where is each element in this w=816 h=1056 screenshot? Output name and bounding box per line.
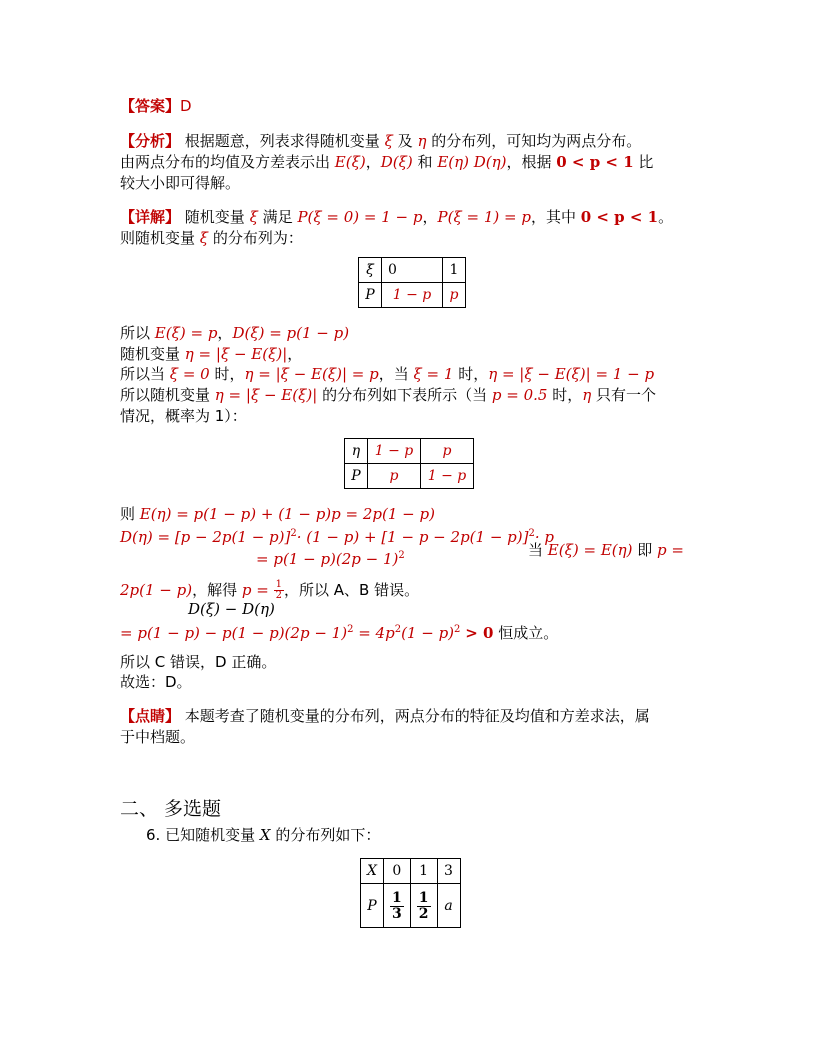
math-xi: ξ [199, 229, 209, 247]
table-cell: p [421, 439, 474, 464]
analysis-tag: 【分析】 [120, 132, 181, 150]
detail-line-10-text [528, 540, 684, 560]
answer-value: D [180, 97, 192, 115]
table-cell: 3 [437, 859, 460, 884]
detail-text: 满足 [262, 208, 293, 226]
fraction-num: 1 [275, 579, 283, 590]
math-sup: 2 [394, 624, 402, 635]
detail-line-7: 情况，概率为 1）： [120, 407, 247, 425]
math-p0: P(ξ = 0) = 1 − p [297, 208, 423, 226]
detail-line-2 [120, 228, 303, 248]
math-expr: D(η) = [p − 2p(1 − p)] [120, 528, 291, 546]
table-cell: ξ [359, 258, 382, 283]
math-expr: p = [657, 541, 684, 559]
comment-tag: 【点睛】 [120, 707, 181, 725]
table-cell: 0 [384, 859, 411, 884]
math-p1: P(ξ = 1) = p [437, 208, 531, 226]
detail-line-8 [120, 504, 435, 524]
analysis-text: ，根据 [506, 153, 552, 171]
analysis-text: 根据题意，列表求得随机变量 [184, 132, 380, 150]
detail-line-3: 所以 E(ξ) = p，D(ξ) = p(1 − p) [120, 324, 350, 342]
comment-line-1 [120, 706, 650, 726]
cell-value: 1 − p [392, 287, 432, 303]
comment-text: 本题考查了随机变量的分布列，两点分布的特征及均值和方差求法，属 [184, 707, 650, 725]
table-row [345, 464, 474, 489]
math-x: X [259, 826, 271, 844]
table-cell: P [359, 283, 382, 308]
detail-text: 。 [658, 208, 674, 226]
distribution-table-x [360, 858, 461, 928]
math-sup: 2 [528, 528, 535, 539]
fraction-num: 1 [392, 889, 402, 906]
analysis-text: 和 [417, 153, 433, 171]
math-expr: D(ξ) = p(1 − p) [232, 324, 350, 342]
table-cell: 1 [443, 258, 466, 283]
detail-text: 则 [120, 505, 136, 523]
table-cell: P [345, 464, 368, 489]
math-sup: 2 [398, 550, 405, 561]
analysis-text: 及 [397, 132, 413, 150]
detail-line-14: 所以 C 错误，D 正确。 [120, 653, 277, 671]
table-cell: p [368, 464, 421, 489]
math-sup: 2 [347, 624, 354, 635]
detail-text: 时， [458, 365, 489, 383]
analysis-text: 的分布列，可知均为两点分布。 [431, 132, 642, 150]
detail-text: ，其中 [530, 208, 576, 226]
fraction-half [274, 580, 284, 601]
fraction-num: 1 [418, 889, 429, 906]
table-row [359, 283, 466, 308]
detail-text: 即 [637, 541, 653, 559]
detail-line-10-eq [256, 546, 405, 569]
comment-line-2: 于中档题。 [120, 728, 196, 746]
detail-line-13 [120, 620, 558, 643]
detail-text: 时， [214, 365, 245, 383]
detail-line-15: 故选：D。 [120, 673, 192, 691]
answer-tag: 【答案】 [120, 97, 181, 115]
math-expr: (1 − p) [401, 624, 455, 642]
math-eeta: E(η) [437, 153, 469, 171]
math-cond: 0 < p < 1 [580, 208, 659, 226]
question-number: 6. [146, 826, 161, 844]
detail-text: 所以 [120, 324, 151, 342]
table-cell: η [345, 439, 368, 464]
math-expr: = 4p [358, 624, 395, 642]
math-expr: = p(1 − p) − p(1 − p)(2p − 1) [120, 624, 348, 642]
math-expr: E(ξ) = p [154, 324, 218, 342]
math-expr: · p [534, 528, 554, 546]
detail-text: ，解得 [192, 581, 238, 599]
detail-line-4 [120, 344, 302, 364]
math-exi: E(ξ) [334, 153, 366, 171]
detail-line-6 [120, 385, 656, 405]
section-title: 二、 多选题 [120, 798, 222, 820]
math-expr: η = |ξ − E(ξ)| = 1 − p [488, 365, 655, 383]
detail-text: 的分布列如下表所示（当 [322, 386, 488, 404]
table-cell: X [361, 859, 384, 884]
detail-text: ，当 [378, 365, 409, 383]
math-expr: 2p(1 − p) [120, 581, 193, 599]
math-expr: p = 0.5 [491, 386, 548, 404]
table-row [359, 258, 466, 283]
detail-text: 的分布列为： [212, 229, 303, 247]
math-expr: η = |ξ − E(ξ)| [184, 345, 288, 363]
math-expr: p = [241, 581, 269, 599]
distribution-table-eta [344, 438, 474, 489]
table-cell: p [443, 283, 466, 308]
fraction-one-half [417, 891, 431, 922]
math-expr: E(ξ) = E(η) [547, 541, 633, 559]
table-cell [384, 884, 411, 928]
table-row [345, 439, 474, 464]
question-6 [146, 825, 380, 845]
detail-text: 时， [552, 386, 583, 404]
detail-text: 只有一个 [596, 386, 657, 404]
math-sup: 2 [454, 624, 461, 635]
math-deta: D(η) [473, 153, 507, 171]
math-xi: ξ [384, 132, 393, 150]
detail-text: 所以随机变量 [120, 386, 211, 404]
math-eta: η [417, 132, 427, 150]
table-cell [410, 884, 437, 928]
detail-line-1: 【详解】 随机变量 ξ 满足 P(ξ = 0) = 1 − p，P(ξ = 1) = p，其中 0 < p < 1。 [120, 208, 674, 226]
detail-line-9 [120, 524, 554, 547]
math-expr: η = |ξ − E(ξ)| [214, 386, 318, 404]
math-expr: D(ξ) − D(η) [188, 600, 275, 618]
math-cond: 0 < p < 1 [556, 153, 634, 171]
detail-text: ，所以 A、B 错误。 [284, 581, 420, 599]
math-expr: η = |ξ − E(ξ)| = p [244, 365, 379, 383]
math-expr: ξ = 0 [169, 365, 210, 383]
fraction-den: 2 [418, 905, 429, 922]
math-expr: > 0 [465, 624, 494, 642]
math-expr: ξ = 1 [413, 365, 454, 383]
analysis-line-1 [120, 131, 641, 151]
detail-text: 所以当 [120, 365, 166, 383]
detail-text: ， [287, 345, 303, 363]
math-eta: η [582, 386, 592, 404]
detail-line-12 [188, 599, 275, 619]
fraction-one-third [390, 891, 404, 922]
table-cell: 1 − p [368, 439, 421, 464]
table-cell: 0 [382, 258, 443, 283]
math-dxi: D(ξ) [380, 153, 413, 171]
math-expr: · (1 − p) + [1 − p − 2p(1 − p)] [296, 528, 529, 546]
math-sup: 2 [290, 528, 297, 539]
table-cell [382, 283, 443, 308]
question-text: 的分布列如下： [275, 826, 381, 844]
table-row [361, 859, 461, 884]
table-cell: 1 [410, 859, 437, 884]
math-xi: ξ [249, 208, 258, 226]
math-expr: E(η) = p(1 − p) + (1 − p)p = 2p(1 − p) [139, 505, 435, 523]
answer-line [120, 96, 192, 116]
detail-line-5 [120, 364, 654, 384]
detail-tag: 【详解】 [120, 208, 181, 226]
detail-text: 随机变量 [120, 345, 181, 363]
analysis-text: 比 [638, 153, 654, 171]
detail-text: 当 [528, 541, 544, 559]
analysis-line-3: 较大小即可得解。 [120, 174, 241, 192]
table-cell: 1 − p [421, 464, 474, 489]
detail-text: 恒成立。 [498, 624, 559, 642]
table-cell: P [361, 884, 384, 928]
fraction-den: 3 [392, 905, 402, 922]
math-expr: = p(1 − p)(2p − 1) [256, 550, 399, 568]
fraction-den: 2 [275, 590, 283, 601]
detail-text: 随机变量 [184, 208, 245, 226]
question-text: 已知随机变量 [165, 826, 256, 844]
analysis-line-2: 由两点分布的均值及方差表示出 E(ξ)，D(ξ) 和 E(η) D(η)，根据 0 < p < 1 比 [120, 153, 654, 171]
distribution-table-xi [358, 257, 466, 308]
table-cell: a [437, 884, 460, 928]
detail-text: 则随机变量 [120, 229, 196, 247]
analysis-text: 由两点分布的均值及方差表示出 [120, 153, 331, 171]
table-row [361, 884, 461, 928]
